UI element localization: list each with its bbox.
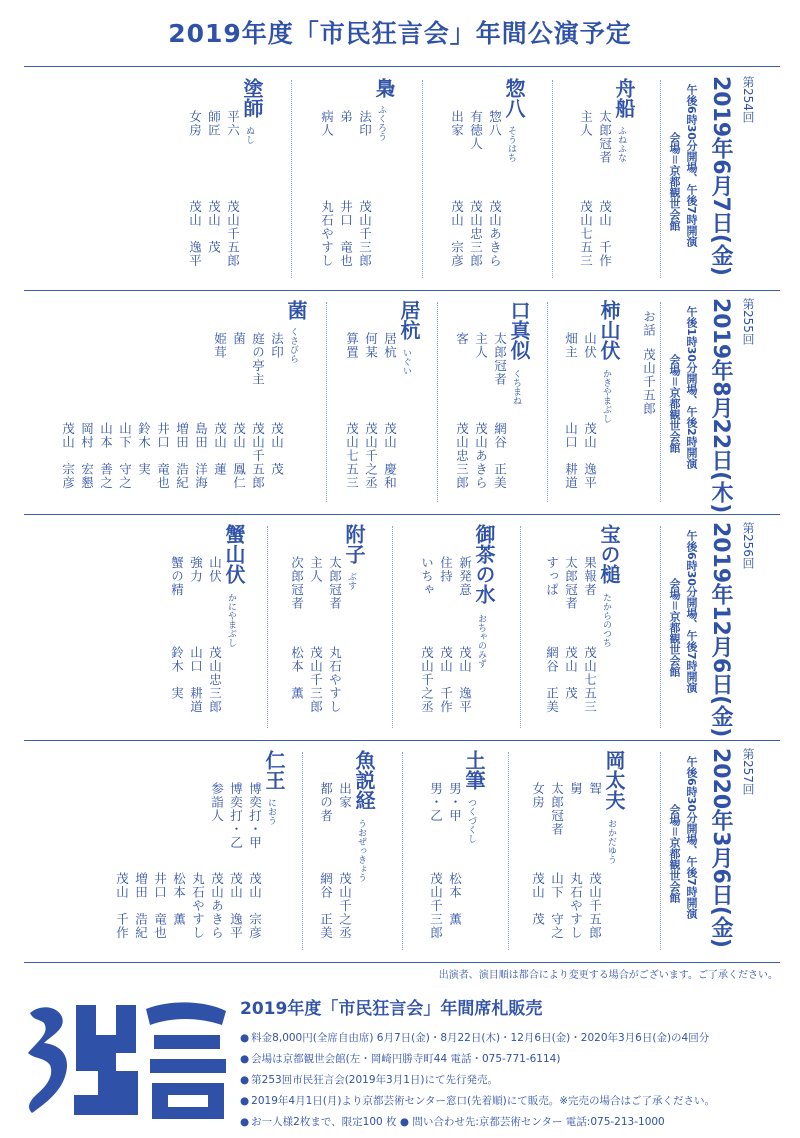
role-name: 都の者 [318, 782, 334, 823]
role-name: 出家 [337, 782, 353, 809]
actor-name: 茂山千之丞 [419, 646, 435, 714]
play-title: 柿山伏 [597, 300, 621, 360]
play-title: 岡太夫 [602, 750, 626, 810]
column-separator [267, 526, 268, 728]
actor-name: 網谷 正美 [544, 646, 560, 714]
talk-speaker: 茂山千五郎 [641, 348, 657, 416]
role-name: 病人 [319, 110, 335, 137]
actor-name: 茂山千三郎 [357, 200, 373, 268]
opening-time: 午後6時30分開場、午後7時開演 [685, 530, 698, 693]
actor-name: 丸石やすし [327, 646, 343, 714]
play-reading: おかだゆう [606, 819, 616, 864]
actor-name: 丸石やすし [319, 200, 335, 268]
actor-name: 松本 薫 [171, 872, 187, 926]
role-name: 客 [454, 332, 470, 346]
role-name: 山伏 [207, 556, 223, 583]
play-reading: かにやまぶし [226, 593, 236, 647]
venue: 会場＝京都観世会館 [668, 578, 681, 677]
sale-title: 2019年度「市民狂言会」年間席札販売 [240, 999, 543, 1019]
column-separator [547, 302, 548, 502]
actor-name: 茂山 千作 [597, 200, 613, 268]
play-reading: つくづくし [466, 798, 476, 843]
column-separator [660, 80, 661, 278]
actor-name: 茂山忠三郎 [468, 200, 484, 268]
column-separator [552, 80, 553, 278]
column-separator [520, 526, 521, 728]
play-reading: ふくろう [376, 105, 386, 141]
performance-number: 第254回 [741, 76, 755, 123]
role-name: 庭の亭主 [250, 332, 266, 386]
sale-info-list [240, 1028, 715, 1133]
actor-name: 増田 浩紀 [174, 422, 190, 490]
role-name: 男・甲 [447, 782, 463, 823]
actor-name: 茂山 茂 [206, 200, 222, 254]
actor-name: 茂山 慶和 [382, 422, 398, 490]
play-title: 蟹山伏 [222, 524, 246, 584]
play-reading: かきやまぶし [601, 369, 611, 423]
play-title: 菌 [284, 300, 308, 320]
actor-name: 山本 善之 [98, 422, 114, 490]
actor-name: 茂山あきら [487, 200, 503, 268]
actor-name: 茂山七五三 [578, 200, 594, 268]
role-name: 師匠 [206, 110, 222, 137]
actor-name: 井口 竜也 [155, 422, 171, 490]
divider [24, 66, 780, 67]
play-title: 惣八 [502, 78, 526, 118]
venue: 会場＝京都観世会館 [668, 804, 681, 903]
play-title: 御茶の水 [472, 524, 496, 604]
role-name: 参詣人 [209, 782, 225, 823]
column-separator [291, 80, 292, 278]
actor-name: 茂山 宗彦 [60, 422, 76, 490]
role-name: すっぱ [544, 556, 560, 597]
performance-section [24, 742, 780, 960]
role-name: 太郎冠者 [492, 332, 508, 386]
play-title: 口真似 [507, 300, 531, 360]
actor-name: 茂山忠三郎 [207, 646, 223, 714]
play-title: 舟船 [612, 78, 636, 118]
role-name: 平六 [225, 110, 241, 137]
change-notice: 出演者、演目順は都合により変更する場合がございます。ご了承ください。 [438, 970, 778, 981]
play-title: 魚説経 [352, 750, 376, 810]
performance-number: 第256回 [741, 522, 755, 569]
talk-label: お話 [641, 310, 657, 337]
play-reading: ふねふな [616, 126, 626, 162]
role-name: 聟 [587, 782, 603, 796]
play-title: 土筆 [462, 750, 486, 790]
actor-name: 茂山 逸平 [582, 422, 598, 490]
actor-name: 茂山千五郎 [250, 422, 266, 490]
column-separator [402, 752, 403, 950]
actor-name: 茂山千三郎 [308, 646, 324, 714]
play-reading: たからのつち [601, 593, 611, 647]
actor-name: 茂山あきら [473, 422, 489, 490]
play-reading: におう [266, 798, 276, 825]
role-name: 畑主 [563, 332, 579, 359]
column-separator [660, 526, 661, 728]
role-name: 博奕打・乙 [228, 782, 244, 850]
actor-name: 茂山七五三 [344, 422, 360, 490]
role-name: 主人 [578, 110, 594, 137]
play-reading: くちまね [511, 369, 521, 405]
role-name: 次郎冠者 [289, 556, 305, 610]
play-reading: そうはち [506, 126, 516, 162]
role-name: 姫茸 [212, 332, 228, 359]
column-separator [422, 80, 423, 278]
page-title: 2019年度「市民狂言会」年間公演予定 [168, 19, 632, 48]
column-separator [326, 302, 327, 502]
play-title: 附子 [342, 524, 366, 564]
role-name: 菌 [231, 332, 247, 346]
column-separator [508, 752, 509, 950]
role-name: いちゃ [419, 556, 435, 597]
venue: 会場＝京都観世会館 [668, 354, 681, 453]
actor-name: 茂山忠三郎 [454, 422, 470, 490]
actor-name: 茂山 逸平 [228, 872, 244, 940]
actor-name: 茂山千五郎 [225, 200, 241, 268]
play-title: 梟 [372, 78, 396, 98]
actor-name: 山口 耕道 [563, 422, 579, 490]
actor-name: 茂山千三郎 [428, 872, 444, 940]
role-name: 惣八 [487, 110, 503, 137]
performance-number: 第257回 [741, 748, 755, 795]
performance-section [24, 292, 780, 512]
actor-name: 茂山千五郎 [587, 872, 603, 940]
performance-date: 2019年6月7日(金) [708, 76, 733, 276]
sale-item: ● 会場は京都観世会館(左・岡崎円勝寺町44 電話・075-771-6114) [240, 1049, 715, 1070]
role-name: 法印 [357, 110, 373, 137]
play-title: 仁王 [262, 750, 286, 790]
play-reading: ぶす [346, 572, 356, 590]
actor-name: 山下 守之 [549, 872, 565, 940]
opening-time: 午後1時30分開場、午後2時開演 [685, 306, 698, 469]
opening-time: 午後6時30分開場、午後7時開演 [685, 84, 698, 247]
actor-name: 茂山 蓮 [212, 422, 228, 476]
actor-name: 茂山 茂 [530, 872, 546, 926]
role-name: 太郎冠者 [327, 556, 343, 610]
actor-name: 茂山 宗彦 [247, 872, 263, 940]
role-name: 女房 [530, 782, 546, 809]
role-name: 何某 [363, 332, 379, 359]
role-name: 太郎冠者 [549, 782, 565, 836]
kyogen-logo [22, 995, 232, 1123]
actor-name: 丸石やすし [190, 872, 206, 940]
role-name: 主人 [473, 332, 489, 359]
role-name: 果報者 [582, 556, 598, 597]
performance-number: 第255回 [741, 298, 755, 345]
play-reading: ぬし [244, 126, 254, 144]
actor-name: 増田 浩紀 [133, 872, 149, 940]
actor-name: 丸石やすし [568, 872, 584, 940]
performance-date: 2020年3月6日(金) [708, 748, 733, 948]
opening-time: 午後6時30分開場、午後7時開演 [685, 756, 698, 919]
actor-name: 茂山あきら [209, 872, 225, 940]
actor-name: 鈴木 実 [169, 646, 185, 700]
sale-item: ● 2019年4月1日(月)より京都芸術センター窓口(先着順)にて販売。※完売の場合はご了承ください。 [240, 1091, 715, 1112]
column-separator [660, 302, 661, 502]
role-name: 居杭 [382, 332, 398, 359]
role-name: 新発意 [457, 556, 473, 597]
column-separator [302, 752, 303, 950]
play-reading: うおぜっきょう [356, 819, 366, 882]
actor-name: 茂山千之丞 [363, 422, 379, 490]
role-name: 出家 [449, 110, 465, 137]
actor-name: 茂山 宗彦 [449, 200, 465, 268]
role-name: 算置 [344, 332, 360, 359]
play-title: 宝の槌 [597, 524, 621, 584]
section-divider [24, 514, 780, 515]
column-separator [392, 526, 393, 728]
role-name: 住持 [438, 556, 454, 583]
actor-name: 山口 耕道 [188, 646, 204, 714]
actor-name: 松本 薫 [289, 646, 305, 700]
role-name: 男・乙 [428, 782, 444, 823]
performance-date: 2019年12月6日(金) [708, 522, 733, 738]
divider [24, 962, 780, 963]
play-reading: いぐい [401, 348, 411, 375]
actor-name: 山下 守之 [117, 422, 133, 490]
section-divider [24, 290, 780, 291]
performance-section [24, 70, 780, 288]
column-separator [437, 302, 438, 502]
role-name: 太郎冠者 [563, 556, 579, 610]
role-name: 主人 [308, 556, 324, 583]
role-name: 博奕打・甲 [247, 782, 263, 850]
performance-date: 2019年8月22日(木) [708, 298, 733, 514]
actor-name: 茂山 逸平 [457, 646, 473, 714]
venue: 会場＝京都観世会館 [668, 132, 681, 231]
play-reading: くさびら [288, 327, 298, 363]
role-name: 弟 [338, 110, 354, 124]
role-name: 強力 [188, 556, 204, 583]
play-title: 居杭 [397, 300, 421, 340]
actor-name: 茂山千之丞 [337, 872, 353, 940]
role-name: 有徳人 [468, 110, 484, 151]
play-reading: おちゃのみず [476, 614, 486, 668]
actor-name: 松本 薫 [447, 872, 463, 926]
actor-name: 茂山 茂 [563, 646, 579, 700]
actor-name: 網谷 正美 [318, 872, 334, 940]
actor-name: 井口 竜也 [338, 200, 354, 268]
role-name: 太郎冠者 [597, 110, 613, 164]
actor-name: 網谷 正美 [492, 422, 508, 490]
actor-name: 茂山 鳳仁 [231, 422, 247, 490]
actor-name: 茂山 逸平 [187, 200, 203, 268]
column-separator [660, 752, 661, 950]
play-title: 塗師 [240, 78, 264, 118]
role-name: 法印 [269, 332, 285, 359]
actor-name: 岡村 宏懇 [79, 422, 95, 490]
sale-item: ● 料金8,000円(全席自由席) 6月7日(金)・8月22日(木)・12月6日(金)・2020年3月6日(金)の4回分 [240, 1028, 715, 1049]
performance-section [24, 516, 780, 738]
role-name: 蟹の精 [169, 556, 185, 597]
section-divider [24, 740, 780, 741]
actor-name: 茂山 千作 [114, 872, 130, 940]
sale-item: ● 第253回市民狂言会(2019年3月1日)にて先行発売。 [240, 1070, 715, 1091]
actor-name: 茂山 茂 [269, 422, 285, 476]
actor-name: 島田 洋海 [193, 422, 209, 490]
actor-name: 茂山七五三 [582, 646, 598, 714]
actor-name: 井口 竜也 [152, 872, 168, 940]
role-name: 舅 [568, 782, 584, 796]
role-name: 山伏 [582, 332, 598, 359]
actor-name: 鈴木 実 [136, 422, 152, 476]
sale-item: ● お一人様2枚まで、限定100 枚 ● 問い合わせ先:京都芸術センター 電話:075-213-1000 [240, 1112, 715, 1133]
actor-name: 茂山 千作 [438, 646, 454, 714]
role-name: 女房 [187, 110, 203, 137]
